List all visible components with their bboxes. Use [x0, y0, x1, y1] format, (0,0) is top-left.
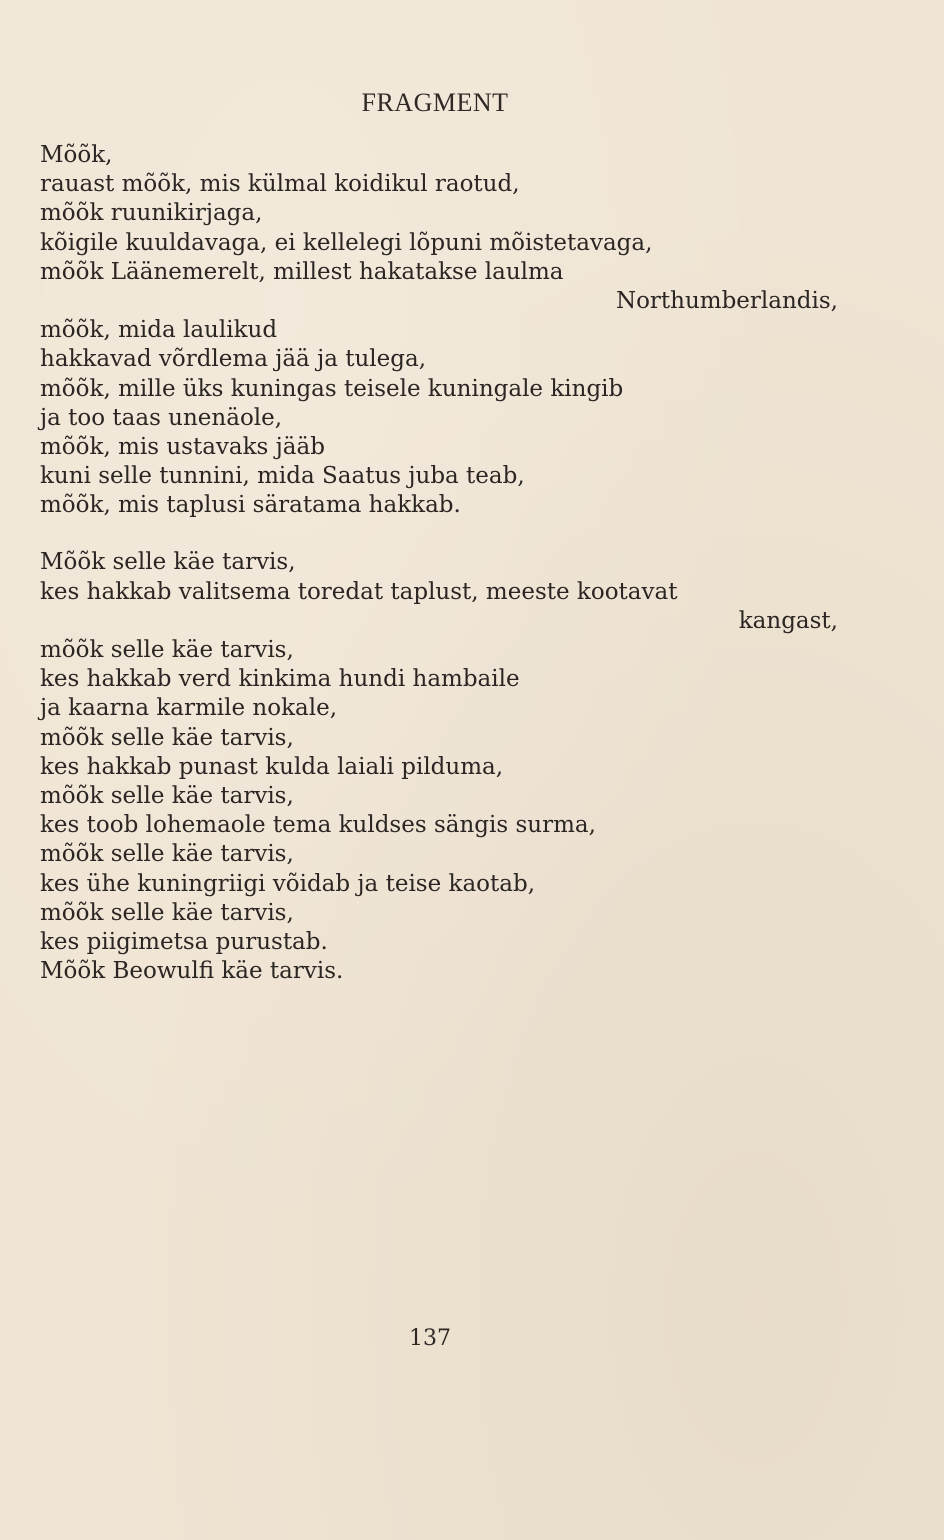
- stanza-1: [40, 141, 840, 520]
- poem-line: Mõõk,: [40, 142, 113, 168]
- poem-line: ja kaarna karmile nokale,: [40, 695, 338, 722]
- poem-line: hakkavad võrdlema jää ja tulega,: [40, 346, 427, 373]
- poem-line-continuation: Northumberlandis,: [615, 287, 838, 314]
- page-number: 137: [409, 1326, 451, 1351]
- poem-line: mõõk selle käe tarvis,: [40, 637, 294, 663]
- poem-line: mõõk selle käe tarvis,: [40, 782, 294, 809]
- poem-line: rauast mõõk, mis külmal koidikul raotud,: [40, 171, 520, 198]
- poem-title: FRAGMENT: [361, 88, 509, 117]
- poem-body: [40, 141, 840, 986]
- poem-line: mõõk selle käe tarvis,: [40, 841, 294, 868]
- poem-line: kes ühe kuningriigi võidab ja teise kaotab,: [40, 870, 536, 897]
- poem-line: Mõõk Beowulfi käe tarvis.: [40, 958, 344, 985]
- poem-line: mõõk selle käe tarvis,: [40, 899, 294, 926]
- stanza-2: [40, 548, 840, 986]
- poem-line: kes hakkab valitsema toredat taplust, meeste kootavat: [40, 578, 678, 605]
- poem-line: mõõk, mis ustavaks jääb: [40, 433, 325, 460]
- poem-line: kes toob lohemaole tema kuldses sängis surma,: [40, 812, 596, 839]
- poem-line: kõigile kuuldavaga, ei kellelegi lõpuni mõistetavaga,: [40, 229, 653, 256]
- poem-line: mõõk, mille üks kuningas teisele kuningale kingib: [40, 375, 624, 402]
- poem-line: mõõk Läänemerelt, millest hakatakse laulma: [40, 258, 564, 285]
- stanza-gap: [40, 520, 840, 548]
- poem-line: mõõk, mis taplusi säratama hakkab.: [40, 492, 461, 519]
- poem-line: mõõk selle käe tarvis,: [40, 724, 294, 751]
- poem-line: kes piigimetsa purustab.: [40, 928, 328, 955]
- poem-line: ja too taas unenäole,: [40, 404, 283, 431]
- poem-line: mõõk ruunikirjaga,: [40, 200, 263, 227]
- poem-line: kes hakkab punast kulda laiali pilduma,: [40, 753, 504, 780]
- poem-line: kes hakkab verd kinkima hundi hambaile: [40, 666, 520, 693]
- poem-line: mõõk, mida laulikud: [40, 317, 278, 344]
- poem-line: kuni selle tunnini, mida Saatus juba teab,: [40, 463, 525, 490]
- poem-line-continuation: kangast,: [738, 607, 838, 634]
- poem-line: Mõõk selle käe tarvis,: [40, 549, 296, 576]
